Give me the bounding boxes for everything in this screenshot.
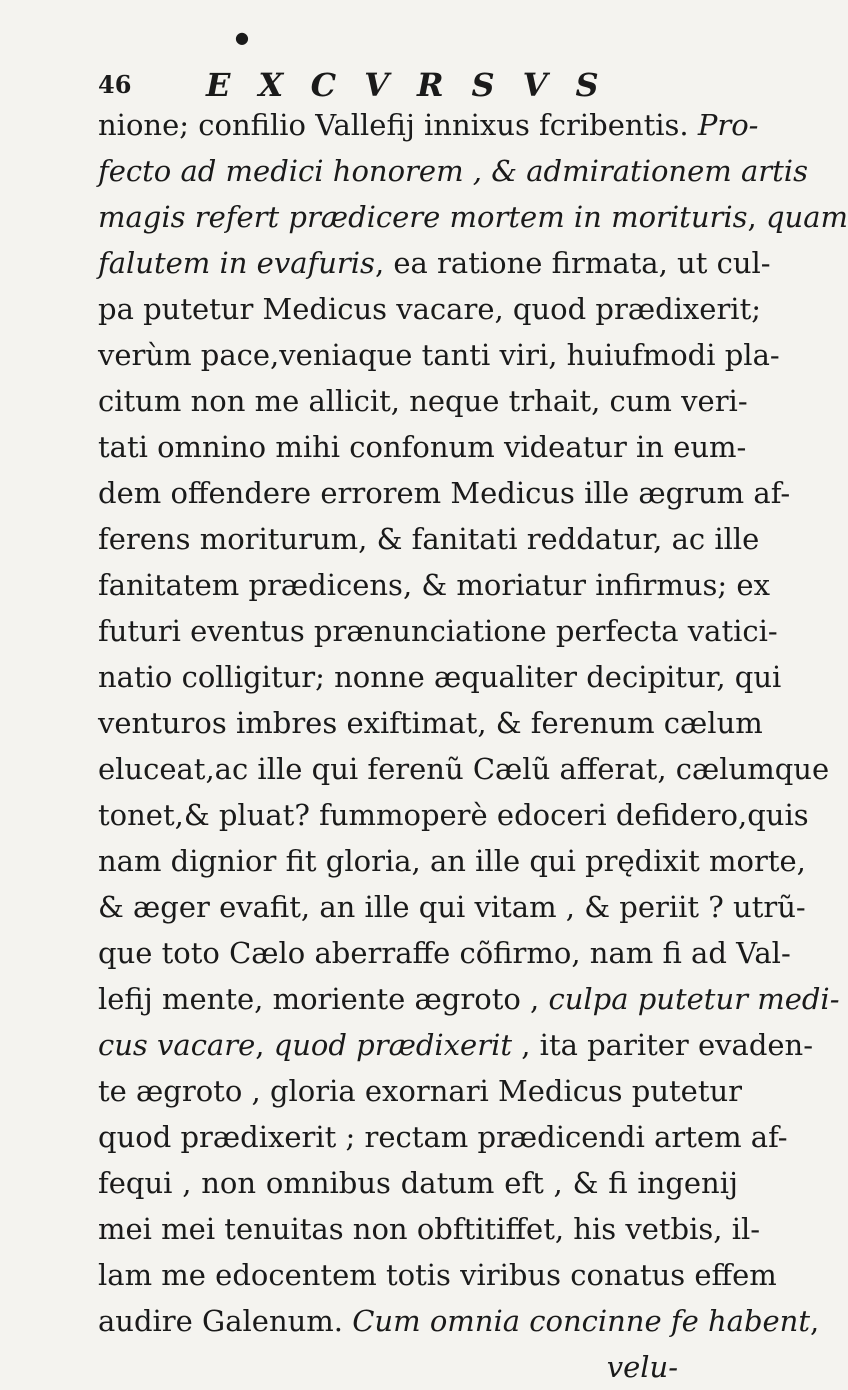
italic-segment: fecto ad medici honorem , & admirationem artis	[98, 154, 808, 188]
text-segment: & æger evafit, an ille qui vitam , & periit ? utrũ-	[98, 890, 806, 924]
text-segment: fanitatem prædicens, & moriatur infirmus; ex	[98, 568, 770, 602]
italic-segment: magis refert prædicere mortem in morituris	[98, 200, 748, 234]
text-line	[98, 1160, 738, 1206]
italic-segment: velu-	[606, 1350, 678, 1384]
text-line	[98, 700, 763, 746]
text-line	[98, 1298, 820, 1344]
text-line	[98, 976, 840, 1022]
text-segment: eluceat,ac ille qui ferenũ Cælũ afferat, cælumque	[98, 752, 830, 786]
text-segment: ,	[255, 1028, 274, 1062]
text-segment: tonet,& pluat? fummoperè edoceri defidero,quis	[98, 798, 809, 832]
text-line	[98, 102, 759, 148]
text-line	[98, 930, 791, 976]
text-segment: lefij mente, moriente ægroto ,	[98, 982, 549, 1016]
italic-segment: cus vacare	[98, 1028, 256, 1062]
text-segment: ,	[747, 200, 766, 234]
text-segment: tati omnino mihi confonum videatur in eum-	[98, 430, 747, 464]
text-line	[98, 516, 760, 562]
text-line	[98, 746, 830, 792]
text-segment: lam me edocentem totis viribus conatus effem	[98, 1258, 777, 1292]
text-line	[98, 378, 748, 424]
text-segment: venturos imbres exiftimat, & ferenum cælum	[98, 706, 763, 740]
text-line	[98, 1022, 814, 1068]
text-segment: ,	[810, 1304, 820, 1338]
italic-segment: Cum omnia concinne fe habent	[352, 1304, 811, 1338]
italic-segment: Pro-	[697, 108, 759, 142]
text-line	[98, 1252, 777, 1298]
text-line	[98, 838, 806, 884]
text-line	[98, 608, 778, 654]
page-number: 46	[98, 70, 132, 99]
text-segment: natio colligitur; nonne æqualiter decipitur, qui	[98, 660, 782, 694]
text-line	[98, 562, 770, 608]
italic-segment: culpa putetur medi-	[548, 982, 840, 1016]
text-line	[98, 332, 780, 378]
text-segment: audire Galenum.	[98, 1304, 353, 1338]
text-segment: nione; confilio Vallefij innixus fcribentis.	[98, 108, 698, 142]
text-segment: citum non me allicit, neque trhait, cum veri-	[98, 384, 748, 418]
italic-segment: quod prædixerit	[273, 1028, 513, 1062]
text-line	[98, 470, 791, 516]
text-line	[98, 1114, 788, 1160]
text-segment: , ita pariter evaden-	[512, 1028, 814, 1062]
text-segment: verùm pace,veniaque tanti viri, huiufmodi pla-	[98, 338, 780, 372]
text-line	[98, 792, 809, 838]
italic-segment: quam	[765, 200, 848, 234]
text-line	[98, 884, 806, 930]
text-line	[98, 1206, 761, 1252]
text-line	[98, 148, 808, 194]
text-segment: ferens moriturum, & fanitati reddatur, ac ille	[98, 522, 760, 556]
text-segment: te ægroto , gloria exornari Medicus putetur	[98, 1074, 743, 1108]
text-segment: pa putetur Medicus vacare, quod prædixerit;	[98, 292, 762, 326]
running-title: EXCVRSVS	[206, 66, 627, 104]
body-text	[98, 102, 848, 1390]
ink-blot-ornament: ●	[235, 28, 249, 47]
text-line	[98, 1344, 738, 1390]
text-segment: nam dignior fit gloria, an ille qui prędixit morte,	[98, 844, 806, 878]
text-line	[98, 194, 848, 240]
text-line	[98, 654, 782, 700]
text-segment: , ea ratione firmata, ut cul-	[374, 246, 771, 280]
text-segment: futuri eventus prænunciatione perfecta vatici-	[98, 614, 778, 648]
text-segment: quod prædixerit ; rectam prædicendi artem af-	[98, 1120, 788, 1154]
text-line	[98, 286, 762, 332]
text-segment: dem offendere errorem Medicus ille ægrum af-	[98, 476, 791, 510]
text-line	[98, 240, 771, 286]
italic-segment: falutem in evafuris	[98, 246, 375, 280]
text-segment: que toto Cælo aberraffe cõfirmo, nam fi ad Val-	[98, 936, 791, 970]
text-segment: fequi , non omnibus datum eft , & fi ingenij	[98, 1166, 738, 1200]
text-line	[98, 424, 747, 470]
text-line	[98, 1068, 743, 1114]
text-segment: mei mei tenuitas non obftitiffet, his vetbis, il-	[98, 1212, 761, 1246]
